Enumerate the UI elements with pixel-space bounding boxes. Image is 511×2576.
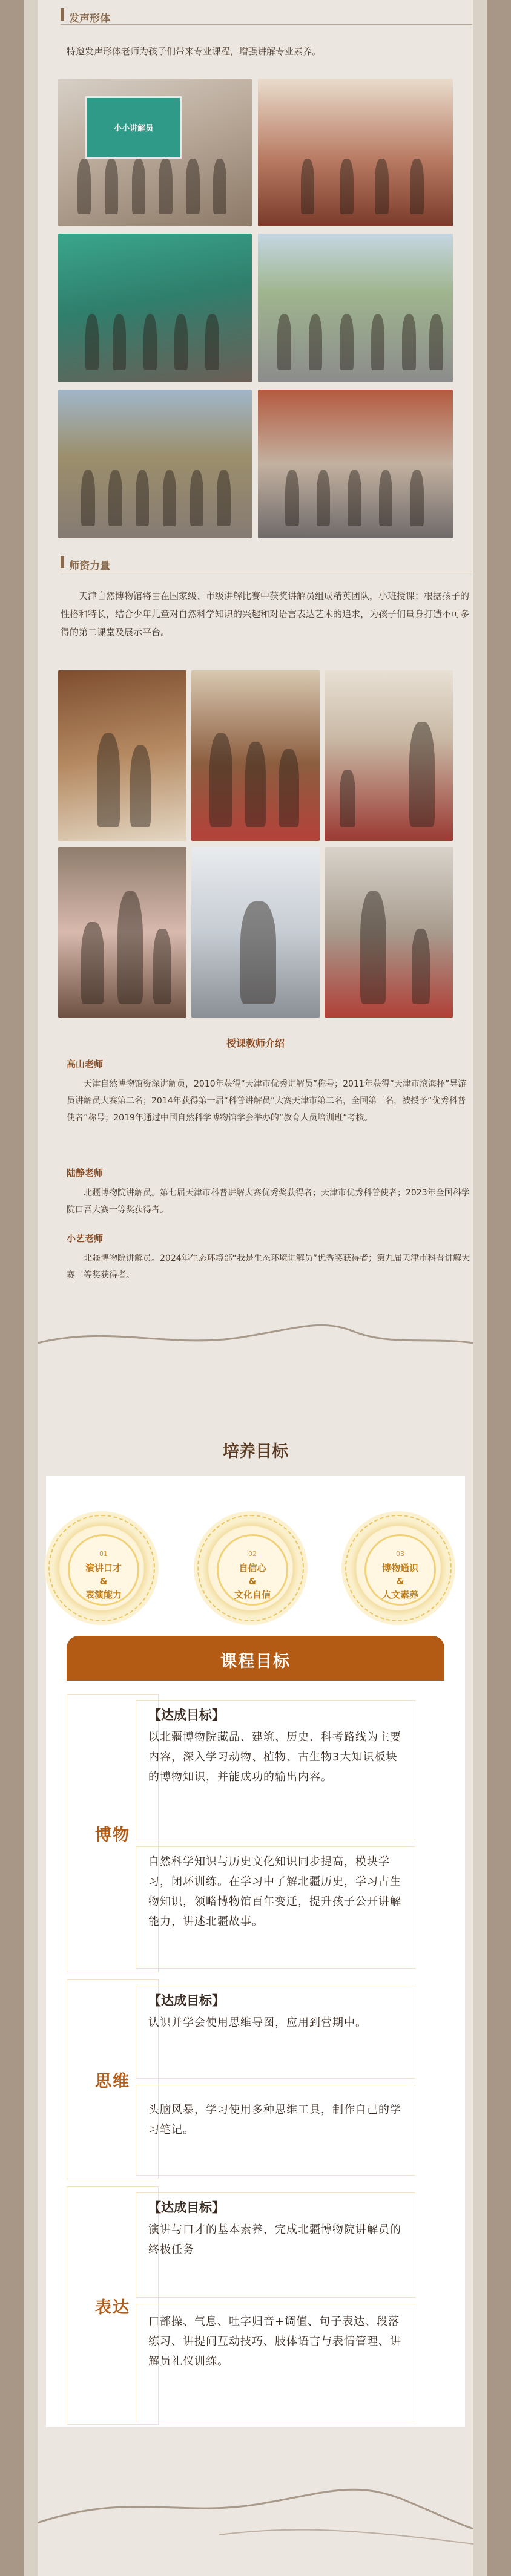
method-text: 头脑风暴，学习使用多种思维工具，制作自己的学习笔记。 (148, 2104, 401, 2136)
decorative-wave-bottom (38, 2468, 473, 2553)
goals-title: 培养目标 (223, 1442, 288, 1461)
goal-text: 认识并学会使用思维导图，应用到营期中。 (148, 2016, 367, 2029)
teacher-name: 高山老师 (67, 1059, 104, 1070)
course-goals-header (67, 1636, 444, 1681)
class-photo (58, 390, 252, 538)
section-marker (61, 556, 64, 568)
teacher-name: 小艺老师 (67, 1233, 104, 1244)
teacher-photo (58, 847, 186, 1018)
method-cell (136, 1846, 415, 1969)
course-goals-title: 课程目标 (220, 1652, 291, 1671)
faculty-description: 天津自然博物馆将由在国家级、市级讲解比赛中获奖讲解员组成精英团队，小班授课；根据孩子的性格和特长，结合少年儿童对自然科学知识的兴趣和对语言表达艺术的追求，为孩子们量身打造不可多得的第二课堂及展示平台。 (61, 590, 470, 638)
teacher-photo (325, 670, 453, 841)
teacher-bio: 北疆博物院讲解员。第七届天津市科普讲解大赛优秀奖获得者；天津市优秀科普使者；2023年全国科学院口吾大赛一等奖获得者。 (67, 1188, 470, 1215)
method-cell (136, 2304, 415, 2422)
medal-number: 02 (248, 1550, 257, 1558)
page-content (38, 0, 473, 2576)
goal-label: 【达成目标】 (148, 1993, 225, 2008)
section-header-voice (61, 6, 472, 25)
teacher-bio: 北疆博物院讲解员。2024年生态环境部“我是生态环境讲解员”优秀奖获得者；第九届天津市科普讲解大赛二等奖获得者。 (67, 1254, 470, 1280)
left-border (0, 0, 24, 2576)
teacher-photo (325, 847, 453, 1018)
teacher-name: 陆静老师 (67, 1168, 104, 1178)
subject-label: 博物 (95, 1825, 130, 1845)
medal-number: 01 (99, 1550, 108, 1558)
medal-text: 博物通识 & 人文素养 (381, 1563, 418, 1600)
screen-text: 小小讲解员 (114, 124, 154, 134)
teacher-intro-title: 授课教师介绍 (226, 1038, 285, 1049)
subject-label: 思维 (95, 2071, 130, 2091)
goal-medal (45, 1511, 159, 1625)
goal-text: 演讲与口才的基本素养，完成北疆博物院讲解员的终极任务 (148, 2223, 401, 2256)
goal-medal (194, 1511, 308, 1625)
class-photo (258, 79, 453, 226)
class-photo (258, 234, 453, 382)
goal-label: 【达成目标】 (148, 1708, 225, 1722)
subject-label: 表达 (95, 2298, 130, 2317)
medal-text: 演讲口才 & 表演能力 (85, 1563, 122, 1600)
decorative-wave (38, 1319, 473, 1355)
section-marker (61, 8, 64, 21)
teacher-bio: 天津自然博物馆资深讲解员，2010年获得“天津市优秀讲解员”称号；2011年获得“天津市滨海杯”导游员讲解员大赛第二名；2014年获得第一届“科普讲解员”大赛天津市第二名，全国第三名，被授予“优秀科普使者”称号；2019年通过中国自然科学博物馆学会举办的“教育人员培训班”考核。 (67, 1079, 467, 1123)
section-header-faculty (61, 554, 472, 572)
medal-text: 自信心 & 文化自信 (234, 1563, 271, 1600)
teacher-photo (58, 670, 186, 841)
teacher-photo (191, 847, 320, 1018)
right-border (487, 0, 511, 2576)
section-title-voice: 发声形体 (69, 13, 110, 25)
method-text: 自然科学知识与历史文化知识同步提高，模块学习，闭环训练。在学习中了解北疆历史，学习古生物知识，领略博物馆百年变迁，提升孩子公开讲解能力，讲述北疆故事。 (148, 1855, 401, 1928)
goal-cell (136, 2192, 415, 2298)
section-title-faculty: 师资力量 (69, 560, 110, 572)
class-photo (58, 79, 252, 226)
class-photo (58, 234, 252, 382)
goal-label: 【达成目标】 (148, 2200, 225, 2215)
medal-number: 03 (396, 1550, 404, 1558)
goal-cell (136, 1700, 415, 1840)
voice-description: 特邀发声形体老师为孩子们带来专业课程，增强讲解专业素养。 (67, 46, 321, 57)
classroom-screen (85, 96, 182, 159)
class-photo (258, 390, 453, 538)
teacher-photo (191, 670, 320, 841)
method-cell (136, 2085, 415, 2176)
goal-text: 以北疆博物院藏品、建筑、历史、科考路线为主要内容，深入学习动物、植物、古生物3大知识板块的博物知识，并能成功的输出内容。 (148, 1731, 401, 1783)
method-text: 口部操、气息、吐字归音+调值、句子表达、段落练习、讲提问互动技巧、肢体语言与表情管理、讲解员礼仪训练。 (148, 2315, 401, 2368)
goal-medal (341, 1511, 455, 1625)
goal-cell (136, 1986, 415, 2079)
